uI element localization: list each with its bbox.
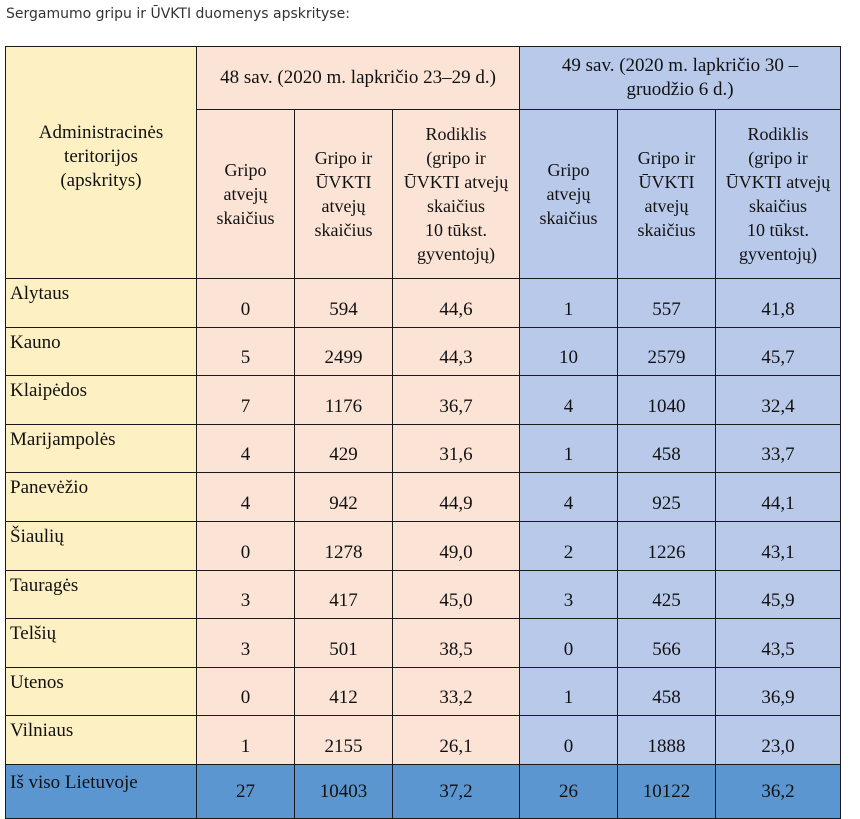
w48-rate: 26,1 [393, 716, 520, 765]
w49-flu-cases: 1 [520, 424, 618, 473]
w49-rate: 36,9 [716, 667, 841, 716]
w49-flu-ari-cases: 458 [618, 667, 716, 716]
header-admin-territories: Administracinės teritorijos (apskritys) [6, 47, 197, 279]
w49-rate: 43,5 [716, 619, 841, 668]
w48-flu-ari-cases: 429 [295, 424, 393, 473]
total-w49-flu-cases: 26 [520, 764, 618, 818]
w48-flu-ari-cases: 594 [295, 279, 393, 328]
county-name: Tauragės [6, 570, 197, 619]
county-name: Šiaulių [6, 521, 197, 570]
w48-flu-ari-cases: 501 [295, 619, 393, 668]
w48-flu-cases: 7 [197, 376, 295, 425]
w49-rate: 43,1 [716, 521, 841, 570]
w49-rate: 44,1 [716, 473, 841, 522]
w49-flu-ari-cases: 458 [618, 424, 716, 473]
influenza-data-table [5, 46, 841, 819]
w49-rate: 41,8 [716, 279, 841, 328]
w48-rate: 44,6 [393, 279, 520, 328]
w48-flu-cases: 0 [197, 521, 295, 570]
w48-flu-ari-cases: 2499 [295, 327, 393, 376]
w48-flu-cases: 3 [197, 570, 295, 619]
header-w49-flu-cases: Gripo atvejų skaičius [520, 110, 618, 279]
county-name: Klaipėdos [6, 376, 197, 425]
w49-flu-cases: 4 [520, 376, 618, 425]
w48-rate: 31,6 [393, 424, 520, 473]
w48-rate: 44,3 [393, 327, 520, 376]
header-w48-flu-cases: Gripo atvejų skaičius [197, 110, 295, 279]
w48-rate: 45,0 [393, 570, 520, 619]
w49-flu-ari-cases: 1040 [618, 376, 716, 425]
total-w49-flu-ari-cases: 10122 [618, 764, 716, 818]
page-caption: Sergamumo gripu ir ŪVKTI duomenys apskrityse: [6, 6, 350, 22]
county-name: Utenos [6, 667, 197, 716]
header-w49-flu-ari-cases: Gripo ir ŪVKTI atvejų skaičius [618, 110, 716, 279]
total-w48-flu-ari-cases: 10403 [295, 764, 393, 818]
county-name: Alytaus [6, 279, 197, 328]
w49-flu-ari-cases: 557 [618, 279, 716, 328]
county-name: Telšių [6, 619, 197, 668]
header-w49-rate: Rodiklis (gripo ir ŪVKTI atvejų skaičius 10 tūkst. gyventojų) [716, 110, 841, 279]
header-w48-flu-ari-cases: Gripo ir ŪVKTI atvejų skaičius [295, 110, 393, 279]
w49-flu-cases: 0 [520, 716, 618, 765]
total-w49-rate: 36,2 [716, 764, 841, 818]
w48-flu-cases: 1 [197, 716, 295, 765]
w49-flu-cases: 10 [520, 327, 618, 376]
total-label: Iš viso Lietuvoje [6, 764, 197, 818]
w49-flu-ari-cases: 925 [618, 473, 716, 522]
table-row [6, 327, 841, 376]
w49-flu-cases: 1 [520, 279, 618, 328]
table-row [6, 716, 841, 765]
w49-flu-ari-cases: 1226 [618, 521, 716, 570]
w48-flu-cases: 4 [197, 473, 295, 522]
w48-flu-cases: 5 [197, 327, 295, 376]
table-row [6, 667, 841, 716]
w49-rate: 23,0 [716, 716, 841, 765]
w48-flu-cases: 0 [197, 279, 295, 328]
table-row [6, 376, 841, 425]
w49-rate: 33,7 [716, 424, 841, 473]
w48-rate: 33,2 [393, 667, 520, 716]
w48-flu-ari-cases: 2155 [295, 716, 393, 765]
county-name: Panevėžio [6, 473, 197, 522]
table-row [6, 473, 841, 522]
w49-rate: 45,9 [716, 570, 841, 619]
header-w48-rate: Rodiklis (gripo ir ŪVKTI atvejų skaičius 10 tūkst. gyventojų) [393, 110, 520, 279]
w49-flu-cases: 3 [520, 570, 618, 619]
w49-flu-cases: 4 [520, 473, 618, 522]
county-name: Kauno [6, 327, 197, 376]
table-row [6, 619, 841, 668]
total-w48-rate: 37,2 [393, 764, 520, 818]
w48-flu-cases: 4 [197, 424, 295, 473]
w49-flu-cases: 2 [520, 521, 618, 570]
w48-rate: 38,5 [393, 619, 520, 668]
w49-flu-ari-cases: 1888 [618, 716, 716, 765]
header-week-49: 49 sav. (2020 m. lapkričio 30 – gruodžio 6 d.) [520, 47, 841, 110]
total-w48-flu-cases: 27 [197, 764, 295, 818]
header-week-48: 48 sav. (2020 m. lapkričio 23–29 d.) [197, 47, 520, 110]
county-name: Vilniaus [6, 716, 197, 765]
w49-rate: 32,4 [716, 376, 841, 425]
table-row [6, 279, 841, 328]
total-row [6, 764, 841, 818]
w48-flu-ari-cases: 1176 [295, 376, 393, 425]
w48-rate: 49,0 [393, 521, 520, 570]
w49-rate: 45,7 [716, 327, 841, 376]
w49-flu-cases: 0 [520, 619, 618, 668]
w48-flu-cases: 3 [197, 619, 295, 668]
table-row [6, 424, 841, 473]
w49-flu-ari-cases: 566 [618, 619, 716, 668]
w48-flu-ari-cases: 942 [295, 473, 393, 522]
w49-flu-ari-cases: 425 [618, 570, 716, 619]
w48-rate: 44,9 [393, 473, 520, 522]
w48-flu-ari-cases: 1278 [295, 521, 393, 570]
w48-rate: 36,7 [393, 376, 520, 425]
table-row [6, 521, 841, 570]
county-name: Marijampolės [6, 424, 197, 473]
w48-flu-ari-cases: 412 [295, 667, 393, 716]
w49-flu-ari-cases: 2579 [618, 327, 716, 376]
w48-flu-ari-cases: 417 [295, 570, 393, 619]
w48-flu-cases: 0 [197, 667, 295, 716]
w49-flu-cases: 1 [520, 667, 618, 716]
table-row [6, 570, 841, 619]
